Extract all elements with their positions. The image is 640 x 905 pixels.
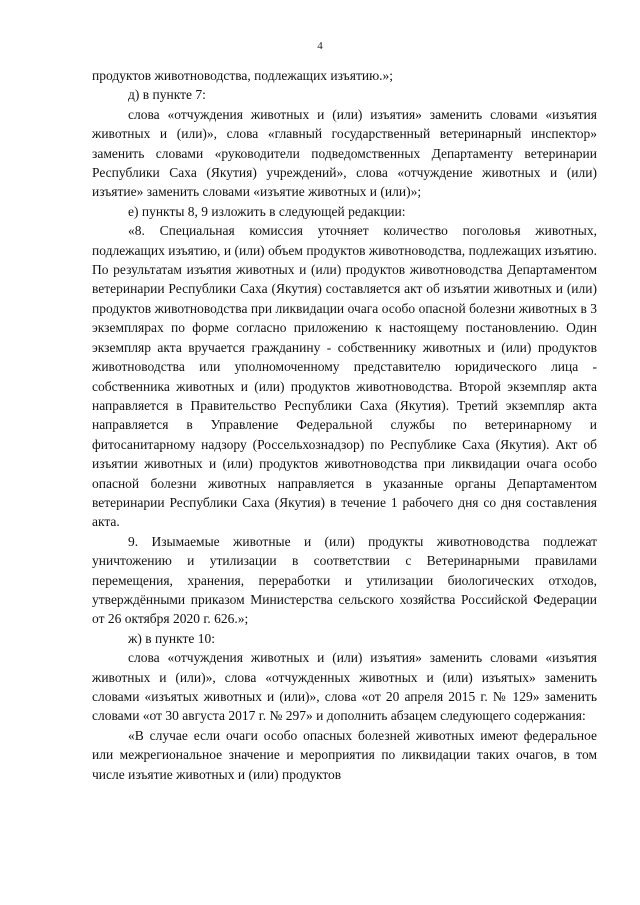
paragraph-item-d: д) в пункте 7: [128, 87, 206, 103]
paragraph-item-zh-text: слова «отчуждения животных и (или) изъятия» заменить словами «изъятия животных и (или)», слова «отчужденных животных и (или) изъятых» заменить словами «изъятых животных и (или)», слова «от 20 апреля 2015 г. № 129» заменить словами «от 30 августа 2017 г. № 297» и дополнить абзацем следующего содержания: [92, 650, 597, 724]
paragraph-continuation: продуктов животноводства, подлежащих изъятию.»; [92, 68, 394, 83]
paragraph-item-d-text: слова «отчуждения животных и (или) изъятия» заменить словами «изъятия животных и (или)», слова «главный государственный ветеринарный инспектор» заменить словами «руководители подведомственных Департаменту ветеринарии Республики Саха (Якутия) учреждений», слова «отчуждение животных и (или) изъятие» заменить словами «изъятие животных и (или)»; [92, 106, 597, 200]
paragraph-clause-8: «8. Специальная комиссия уточняет количество поголовья животных, подлежащих изъятию, и (или) объем продуктов животноводства, подлежащих изъятию. По результатам изъятия животных и (или) продуктов животноводства Департаментом ветеринарии Республики Саха (Якутия) составляется акт об изъятии животных и (или) продуктов животноводства при ликвидации очага особо опасной болезни животных в 3 экземплярах по форме согласно приложению к настоящему постановлению. Один экземпляр акта вручается гражданину - собственнику животных и (или) продуктов животноводства или уполномоченному представителю юридического лица - собственника животных и (или) продуктов животноводства. Второй экземпляр акта направляется в Правительство Республики Саха (Якутия). Третий экземпляр акта направляется в Управление Федеральной службы по ветеринарному и фитосанитарному надзору (Россельхознадзор) по Республике Саха (Якутия). Акт об изъятии животных и (или) продуктов животноводства при ликвидации очага особо опасной болезни животных направляется в указанные органы Департаментом ветеринарии Республики Саха (Якутия) в течение 1 рабочего дня со дня составления акта. [92, 223, 597, 530]
paragraph-clause-9: 9. Изымаемые животные и (или) продукты животноводства подлежат уничтожению и утилизации в соответствии с Ветеринарными правилами перемещения, хранения, переработки и утилизации биологических отходов, утверждёнными приказом Министерства сельского хозяйства Российской Федерации от 26 октября 2020 г. 626.»; [92, 533, 597, 627]
page-number: 4 [317, 40, 323, 52]
paragraph-item-e: е) пункты 8, 9 изложить в следующей редакции: [128, 203, 406, 219]
paragraph-item-zh: ж) в пункте 10: [128, 630, 216, 646]
paragraph-new-abzac: «В случае если очаги особо опасных болезней животных имеют федеральное или межрегиональное значение и мероприятия по ликвидации таких очагов, в том числе изъятие животных и (или) продуктов [92, 727, 597, 782]
document-body [92, 66, 597, 784]
